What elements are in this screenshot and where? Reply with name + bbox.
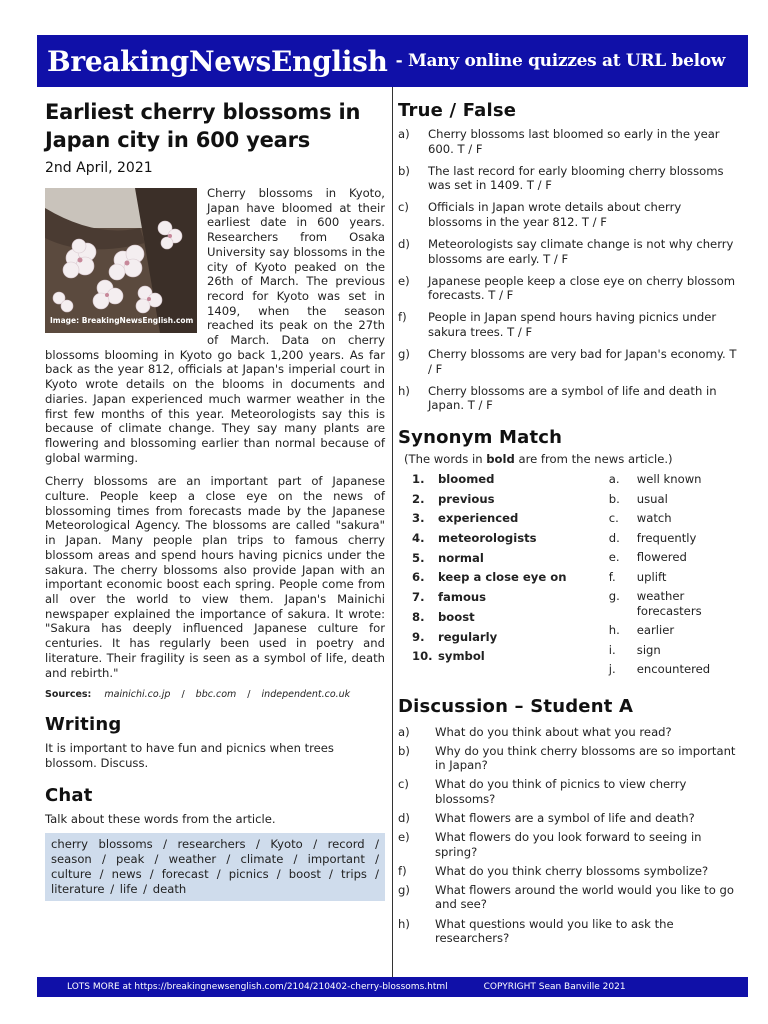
list-item bbox=[398, 864, 738, 879]
true-false-heading: True / False bbox=[398, 100, 517, 121]
synonym-letter: b. bbox=[608, 491, 620, 506]
list-item bbox=[398, 347, 738, 376]
footer-url-link[interactable]: LOTS MORE at https://breakingnewsenglish.com/2104/210402-cherry-blossoms.html bbox=[67, 982, 448, 992]
synonym-letter: g. bbox=[608, 589, 620, 603]
item-letter: e) bbox=[398, 830, 410, 845]
note-bold: bold bbox=[486, 452, 515, 466]
synonym-row bbox=[609, 472, 738, 492]
synonym-word: previous bbox=[438, 491, 495, 506]
item-letter: b) bbox=[398, 743, 410, 758]
synonym-letter: e. bbox=[608, 550, 620, 564]
item-letter: b) bbox=[398, 163, 410, 178]
source-link[interactable]: bbc.com bbox=[195, 689, 237, 701]
list-item bbox=[398, 917, 738, 946]
item-letter: c) bbox=[398, 200, 409, 215]
synonym-number: 4. bbox=[412, 531, 425, 546]
list-item bbox=[398, 777, 738, 806]
list-item bbox=[398, 127, 738, 156]
chat-intro: Talk about these words from the article. bbox=[45, 812, 276, 827]
synonym-row bbox=[412, 610, 609, 630]
synonym-number: 5. bbox=[412, 550, 425, 565]
synonym-letter: j. bbox=[608, 662, 616, 676]
list-item bbox=[398, 200, 738, 229]
item-text: What do you think cherry blossoms symbolize? bbox=[435, 863, 709, 878]
synonym-right-column bbox=[609, 472, 738, 682]
item-text: What flowers are a symbol of life and death? bbox=[435, 810, 695, 825]
item-letter: a) bbox=[398, 127, 410, 141]
item-letter: f) bbox=[398, 863, 407, 878]
synonym-match-heading: Synonym Match bbox=[398, 427, 563, 448]
right-column bbox=[398, 100, 738, 950]
synonym-row bbox=[609, 531, 738, 551]
synonym-definition: well known bbox=[636, 472, 702, 486]
synonym-row bbox=[412, 551, 609, 571]
synonym-word: famous bbox=[438, 590, 487, 605]
article-title: Earliest cherry blossoms in Japan city in 600 years bbox=[45, 100, 361, 152]
source-link[interactable]: mainichi.co.jp bbox=[104, 689, 171, 701]
synonym-row bbox=[609, 570, 738, 590]
header-tagline: - Many online quizzes at URL below bbox=[395, 51, 726, 71]
footer-bar bbox=[37, 977, 748, 997]
synonym-row bbox=[609, 550, 738, 570]
synonym-definition: encountered bbox=[636, 662, 711, 676]
source-separator: / bbox=[181, 689, 185, 701]
item-text: What flowers around the world would you like to go and see? bbox=[435, 882, 734, 912]
left-column bbox=[45, 98, 385, 901]
article-body bbox=[45, 186, 385, 680]
synonym-left-column bbox=[398, 472, 609, 682]
item-text: What do you think of picnics to view cherry blossoms? bbox=[435, 777, 687, 806]
item-letter: h) bbox=[398, 383, 410, 398]
item-letter: g) bbox=[398, 882, 410, 897]
brand-title: BreakingNewsEnglish bbox=[47, 44, 388, 78]
item-text: Why do you think cherry blossoms are so important in Japan? bbox=[435, 743, 736, 773]
synonym-row bbox=[412, 531, 609, 551]
item-letter: c) bbox=[398, 777, 409, 792]
item-text: What do you think about what you read? bbox=[435, 724, 672, 739]
synonym-letter: c. bbox=[608, 511, 619, 525]
synonym-word: symbol bbox=[438, 649, 485, 664]
synonym-word: experienced bbox=[438, 511, 519, 526]
synonym-row bbox=[412, 570, 609, 590]
synonym-number: 9. bbox=[412, 629, 425, 644]
list-item bbox=[398, 310, 738, 339]
synonym-word: bloomed bbox=[438, 472, 495, 486]
note-post: are from the news article.) bbox=[514, 452, 673, 466]
synonym-row bbox=[609, 662, 738, 682]
synonym-letter: f. bbox=[608, 569, 616, 584]
synonym-number: 3. bbox=[412, 511, 425, 526]
item-text: Japanese people keep a close eye on cherry blossom forecasts. T / F bbox=[428, 273, 736, 303]
item-text: People in Japan spend hours having picnics under sakura trees. T / F bbox=[428, 310, 717, 340]
synonym-number: 2. bbox=[412, 491, 425, 506]
synonym-letter: i. bbox=[608, 642, 616, 657]
synonym-definition: weather forecasters bbox=[636, 589, 702, 618]
synonym-word: boost bbox=[438, 609, 475, 624]
discussion-heading: Discussion – Student A bbox=[398, 695, 634, 717]
synonym-row bbox=[609, 589, 738, 623]
synonym-definition: uplift bbox=[636, 569, 667, 584]
list-item bbox=[398, 830, 738, 859]
item-letter: e) bbox=[398, 273, 410, 288]
article-date: 2nd April, 2021 bbox=[45, 160, 153, 176]
synonym-letter: d. bbox=[608, 530, 620, 545]
synonym-row bbox=[609, 492, 738, 512]
item-letter: a) bbox=[398, 724, 410, 739]
discussion-list bbox=[398, 725, 738, 946]
article-paragraph-1: Cherry blossoms in Kyoto, Japan have bloomed at their earliest date in 600 years. Researchers from Osaka University say blossoms in the city of Kyoto peaked on the 26th of March. The previous record for Kyoto was set in 1409, when the season reached its peak on the 27th of March. Data on cherry blossoms blooming in Kyoto go back 1,200 years. As far back as the year 812, officials at Japan's imperial court in Kyoto wrote details on the blooms in documents and diaries. Japan experienced much warmer weather in the first few months of this year. Meteorologists say this is because of climate change. They say many plants are flowering and blossoming earlier than normal because of global warming. bbox=[45, 186, 385, 465]
synonym-word: regularly bbox=[438, 629, 498, 644]
synonym-row bbox=[412, 630, 609, 650]
synonym-definition: frequently bbox=[636, 530, 697, 545]
writing-heading: Writing bbox=[45, 714, 122, 736]
item-text: Officials in Japan wrote details about cherry blossoms in the year 812. T / F bbox=[428, 200, 682, 229]
item-text: What questions would you like to ask the researchers? bbox=[435, 916, 674, 946]
synonym-number: 10. bbox=[412, 649, 433, 664]
synonym-row bbox=[412, 590, 609, 610]
synonym-definition: sign bbox=[636, 642, 661, 657]
synonym-row bbox=[609, 643, 738, 663]
item-text: Cherry blossoms are a symbol of life and death in Japan. T / F bbox=[428, 383, 717, 413]
note-pre: (The words in bbox=[404, 452, 487, 466]
source-separator: / bbox=[247, 689, 251, 701]
synonym-row bbox=[412, 472, 609, 492]
cherry-blossom-photo bbox=[45, 188, 197, 333]
synonym-word: normal bbox=[438, 550, 484, 565]
item-letter: f) bbox=[398, 310, 407, 325]
chat-word-box: cherry blossoms / researchers / Kyoto / record / season / peak / weather / climate / important / culture / news / forecast / picnics / boost / trips / literature / life / death bbox=[45, 833, 385, 901]
item-text: Cherry blossoms last bloomed so early in the year 600. T / F bbox=[428, 127, 720, 156]
synonym-letter: a. bbox=[608, 472, 620, 486]
header-banner bbox=[37, 35, 748, 87]
article-paragraph-2: Cherry blossoms are an important part of Japanese culture. People keep a close eye on the news of blossoming times from forecasts made by the Japanese Meteorological Agency. The blossoms are called "sakura" in Japan. Many people plan trips to famous cherry blossom areas and spend hours having picnics under the sakura. The cherry blossoms also provide Japan with an important economic boost each spring. People come from all over the world to view them. Japan's Mainichi newspaper explained the importance of sakura. It wrote: "Sakura has deeply influenced Japanese culture for centuries. It has regularly been used in poetry and literature. Their fragility is seen as a symbol of life, death and rebirth." bbox=[45, 474, 385, 680]
item-text: Cherry blossoms are very bad for Japan's economy. T / F bbox=[428, 347, 737, 376]
synonym-row bbox=[412, 649, 609, 669]
list-item bbox=[398, 237, 738, 266]
synonym-number: 6. bbox=[412, 570, 425, 585]
column-divider bbox=[392, 87, 393, 977]
list-item bbox=[398, 384, 738, 413]
synonym-note bbox=[398, 452, 738, 466]
item-letter: d) bbox=[398, 810, 410, 825]
synonym-row bbox=[609, 511, 738, 531]
item-letter: h) bbox=[398, 916, 410, 931]
item-text: The last record for early blooming cherry blossoms was set in 1409. T / F bbox=[428, 163, 724, 193]
synonym-letter: h. bbox=[608, 623, 620, 637]
synonym-definition: earlier bbox=[636, 623, 675, 637]
list-item bbox=[398, 811, 738, 826]
list-item bbox=[398, 883, 738, 912]
synonym-row bbox=[412, 511, 609, 531]
item-letter: g) bbox=[398, 347, 410, 362]
synonym-definition: usual bbox=[636, 491, 668, 506]
photo-caption: Image: BreakingNewsEnglish.com bbox=[50, 316, 194, 326]
synonym-number: 8. bbox=[412, 609, 425, 624]
footer-copyright: COPYRIGHT Sean Banville 2021 bbox=[483, 982, 626, 992]
synonym-table bbox=[398, 472, 738, 682]
true-false-list bbox=[398, 127, 738, 413]
synonym-word: keep a close eye on bbox=[438, 570, 567, 585]
synonym-number: 7. bbox=[412, 590, 425, 605]
cherry-blossom-illustration bbox=[45, 188, 197, 333]
synonym-definition: flowered bbox=[636, 550, 687, 564]
list-item bbox=[398, 274, 738, 303]
list-item bbox=[398, 725, 738, 740]
list-item bbox=[398, 744, 738, 773]
item-text: What flowers do you look forward to seeing in spring? bbox=[435, 830, 702, 859]
source-link[interactable]: independent.co.uk bbox=[261, 689, 351, 701]
sources-line bbox=[45, 689, 385, 700]
synonym-row bbox=[609, 623, 738, 643]
list-item bbox=[398, 164, 738, 193]
synonym-row bbox=[412, 492, 609, 512]
item-letter: d) bbox=[398, 237, 410, 252]
sources-label: Sources: bbox=[45, 689, 92, 701]
writing-prompt: It is important to have fun and picnics when trees blossom. Discuss. bbox=[45, 741, 334, 771]
synonym-definition: watch bbox=[636, 511, 672, 525]
chat-heading: Chat bbox=[45, 785, 93, 807]
synonym-number: 1. bbox=[412, 472, 425, 486]
item-text: Meteorologists say climate change is not why cherry blossoms are early. T / F bbox=[428, 237, 734, 266]
synonym-word: meteorologists bbox=[438, 531, 537, 546]
